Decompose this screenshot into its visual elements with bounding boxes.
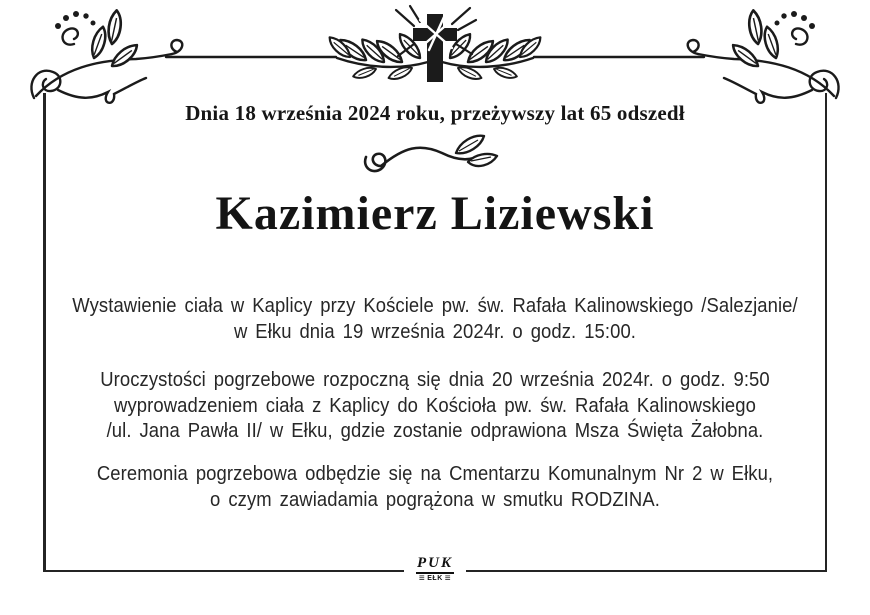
logo-elk-row <box>416 575 454 582</box>
laurel-branch-right-icon <box>442 34 544 86</box>
paragraph-line: Ceremonia pogrzebowa odbędzie się na Cmentarzu Komunalnym Nr 2 w Ełku, <box>96 462 774 485</box>
paragraph-line: o czym zawiadamia pogrążona w smutku RODZINA. <box>210 487 660 511</box>
paragraph-line: /ul. Jana Pawła II/ w Ełku, gdzie zostanie odprawiona Msza Święta Żałobna. <box>106 419 764 442</box>
paragraph-ceremony <box>44 367 827 444</box>
logo-bars-left-icon: ≡ <box>418 573 426 584</box>
logo-bars-right-icon: ≡ <box>444 573 452 584</box>
logo-elk-text: EŁK <box>427 575 443 582</box>
paragraph-line: Wystawienie ciała w Kaplicy przy Kościele pw. św. Rafała Kalinowskiego /Salezjanie/ <box>72 294 798 317</box>
top-ornament-band <box>0 0 870 112</box>
logo-puk-text: PUK <box>416 556 454 574</box>
funeral-home-logo <box>404 555 466 582</box>
deceased-name: Kazimierz Liziewski <box>215 187 655 240</box>
intro-line: Dnia 18 września 2024 roku, przeżywszy lat 65 odszedł <box>185 101 685 125</box>
corner-flourish-right-icon <box>688 10 839 103</box>
paragraph-viewing <box>44 293 827 344</box>
laurel-branch-left-icon <box>326 34 428 86</box>
paragraph-line: wyprowadzeniem ciała z Kaplicy do Kościoła pw. św. Rafała Kalinowskiego <box>114 393 756 417</box>
paragraph-line: Uroczystości pogrzebowe rozpoczną się dnia 20 września 2024r. o godz. 9:50 <box>100 368 770 391</box>
corner-flourish-left-icon <box>31 10 182 103</box>
paragraph-burial <box>44 461 827 512</box>
paragraph-line: w Ełku dnia 19 września 2024r. o godz. 15:00. <box>233 319 637 343</box>
vine-divider-icon <box>360 131 510 179</box>
